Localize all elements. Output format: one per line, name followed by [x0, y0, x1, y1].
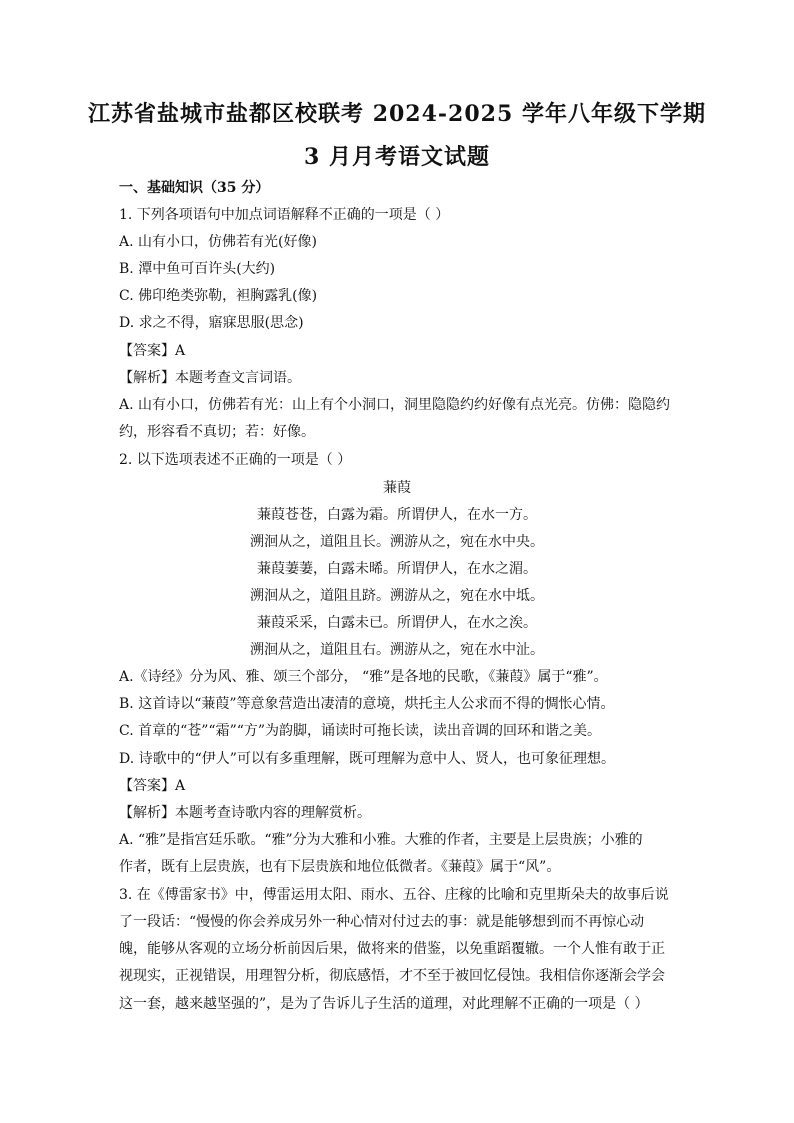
question-1-explanation-line1: A. 山有小口，仿佛若有光：山上有个小洞口，洞里隐隐约约好像有点光亮。仿佛：隐隐约: [119, 397, 671, 413]
question-3-line: 魄，能够从客观的立场分析前因后果，做将来的借鉴，以免重蹈覆辙。一个人惟有敢于正: [119, 941, 665, 957]
poem-line: 蒹葭采采，白露未已。所谓伊人，在水之涘。: [257, 615, 537, 631]
question-2-option-a: A.《诗经》分为风、雅、颂三个部分， “雅”是各地的民歌，《蒹葭》属于“雅”。: [119, 669, 608, 685]
question-1-analysis: 【解析】本题考查文言词语。: [119, 370, 301, 386]
question-1-option-c: C. 佛印绝类弥勒，袒胸露乳(像): [119, 288, 318, 304]
question-2-option-d: D. 诗歌中的“伊人”可以有多重理解，既可理解为意中人、贤人，也可象征理想。: [119, 751, 615, 767]
question-2-explanation-line1: A. “雅”是指宫廷乐歌。“雅”分为大雅和小雅。大雅的作者，主要是上层贵族；小雅的: [119, 832, 643, 848]
question-2-analysis: 【解析】本题考查诗歌内容的理解赏析。: [119, 805, 371, 821]
question-1-answer: 【答案】A: [119, 343, 186, 359]
question-1-explanation-line2: 约，形容看不真切；若：好像。: [119, 424, 315, 440]
poem-title: 蒹葭: [383, 480, 411, 496]
question-3-line: 3. 在《傅雷家书》中，傅雷运用太阳、雨水、五谷、庄稼的比喻和克里斯朵夫的故事后说: [119, 887, 669, 903]
question-2-option-b: B. 这首诗以“蒹葭”等意象营造出凄清的意境，烘托主人公求而不得的惆怅心情。: [119, 696, 615, 712]
document-title-line1: 江苏省盐城市盐都区校联考 2024-2025 学年八年级下学期: [88, 101, 706, 127]
question-1-option-d: D. 求之不得，寤寐思服(思念): [119, 315, 304, 331]
question-3-line: 视现实，正视错误，用理智分析，彻底感悟，才不至于被回忆侵蚀。我相信你逐渐会学会: [119, 968, 665, 984]
poem-line: 溯洄从之，道阻且跻。溯游从之，宛在水中坻。: [250, 588, 544, 604]
poem-line: 溯洄从之，道阻且长。溯游从之，宛在水中央。: [250, 534, 544, 550]
question-1-stem: 1. 下列各项语句中加点词语解释不正确的一项是（ ）: [119, 207, 450, 223]
section-heading: 一、基础知识（35 分）: [119, 180, 270, 196]
question-3-line: 了一段话：“慢慢的你会养成另外一种心情对付过去的事：就是能够想到而不再惊心动: [119, 914, 645, 930]
question-3-line: 这一套，越来越坚强的”，是为了告诉儿子生活的道理，对此理解不正确的一项是（ ）: [119, 996, 649, 1012]
poem-line: 蒹葭萋萋，白露未晞。所谓伊人，在水之湄。: [257, 561, 537, 577]
question-2-explanation-line2: 作者，既有上层贵族，也有下层贵族和地位低微者。《蒹葭》属于“风”。: [119, 859, 561, 875]
poem-line: 蒹葭苍苍，白露为霜。所谓伊人，在水一方。: [257, 507, 537, 523]
question-1-option-a: A. 山有小口，仿佛若有光(好像): [119, 234, 317, 250]
poem-line: 溯洄从之，道阻且右。溯游从之，宛在水中沚。: [250, 642, 544, 658]
question-2-answer: 【答案】A: [119, 778, 186, 794]
document-title-line2: 3 月月考语文试题: [304, 144, 490, 170]
question-2-stem: 2. 以下选项表述不正确的一项是（ ）: [119, 452, 352, 468]
question-2-option-c: C. 首章的“苍”“霜”“方”为韵脚，诵读时可拖长读，读出音调的回环和谐之美。: [119, 723, 602, 739]
question-1-option-b: B. 潭中鱼可百许头(大约): [119, 261, 276, 277]
